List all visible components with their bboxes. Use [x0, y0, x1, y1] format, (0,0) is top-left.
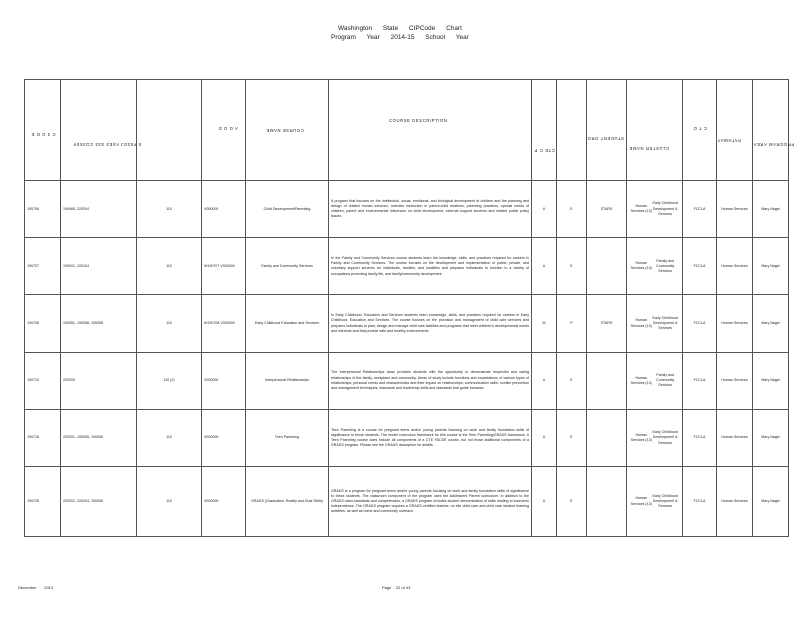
header-pathway: PATHWAY — [717, 80, 753, 181]
level-cell — [202, 181, 246, 238]
codes-cell: 190001, 220104 — [63, 263, 89, 268]
level-cell: W190707 V000000 — [204, 263, 235, 268]
table-row — [25, 352, 789, 409]
course-name-cell — [246, 295, 329, 352]
pathway-cell: Family and Community Services — [656, 258, 675, 273]
footer-year: 2013 — [44, 585, 54, 590]
specialist-cell: Mary Nagel — [761, 378, 780, 383]
program-area-cell — [717, 295, 753, 352]
cip-cell — [25, 295, 61, 352]
cip-cell: 190710 — [27, 378, 39, 383]
level-cell: V000000 — [204, 498, 219, 503]
cip-cell — [25, 181, 61, 238]
cte-cell — [532, 238, 557, 295]
specialist-cell — [753, 238, 789, 295]
description-cell: In Early Childhood, Education and Services students learn knowledge, skills, and practices required for careers in Early Childhood, Education and Services. The course focuses on the provision and management of child care services and prepares individuals to plan, design and manage child care facilities and programs that meet children's developmental needs and interests and that provide safe and healthy environments. — [331, 313, 529, 333]
cluster-pathway-cell — [627, 409, 683, 466]
level-cell: V000000 — [204, 435, 219, 440]
footer-page — [382, 585, 410, 590]
pathway-cell: Early Childhood Development & Services — [652, 315, 678, 331]
ct-cell: E — [570, 435, 573, 440]
course-name-cell: Early Childhood Education and Services — [254, 320, 320, 325]
cte-cell: U — [542, 498, 546, 503]
table-row — [25, 295, 789, 352]
cte-cell: U — [542, 206, 546, 211]
header-course-name: COURSE NAME — [246, 80, 329, 181]
cto-cell — [683, 238, 717, 295]
cip-cell: 190706 — [27, 206, 39, 211]
footer-page-label: Page — [382, 585, 392, 590]
program-area-cell: Human Services — [721, 206, 748, 211]
program-area-cell — [717, 352, 753, 409]
program-area-cell — [717, 409, 753, 466]
student-org-cell — [587, 467, 627, 537]
codes-cell: 190051, 190058, 190058 — [63, 320, 103, 325]
cip-cell — [25, 352, 61, 409]
cip-cell: 190726 — [27, 498, 39, 503]
specialist-cell — [753, 181, 789, 238]
student-org-cell — [587, 352, 627, 409]
cip-cell — [25, 467, 61, 537]
ct-cell — [557, 467, 587, 537]
ct-cell — [557, 295, 587, 352]
cto-cell: FCCLA — [693, 435, 706, 440]
codes-cell — [61, 238, 137, 295]
ct-cell — [557, 409, 587, 466]
program-area-cell: Human Services — [721, 263, 748, 268]
program-area-cell — [717, 181, 753, 238]
cto-cell — [683, 409, 717, 466]
footer-month: December — [18, 585, 37, 590]
hours-cell: 110 — [166, 435, 172, 440]
course-name-cell — [246, 467, 329, 537]
footer-date — [18, 585, 53, 590]
cto-cell — [683, 181, 717, 238]
hours-cell — [137, 238, 202, 295]
header-cluster-name: CLUSTER NAME — [627, 80, 683, 181]
pathway-cell: Early Childhood Development & Services — [652, 201, 678, 216]
level-cell — [202, 409, 246, 466]
header-program: PROGRAM AREA — [753, 80, 789, 181]
ct-cell: E — [570, 378, 573, 383]
footer-page-total: 43 — [405, 585, 411, 590]
cte-cell — [532, 352, 557, 409]
description-cell — [329, 467, 532, 537]
cip-cell: 190716 — [27, 435, 39, 440]
chart-title — [0, 24, 800, 42]
header-cto: C T O — [683, 80, 717, 181]
cte-cell: M — [542, 320, 546, 325]
pathway-cell: Family and Community Services — [656, 373, 675, 388]
pathway-cell: Early Childhood Development & Services — [652, 493, 678, 509]
specialist-cell — [753, 352, 789, 409]
table-row — [25, 467, 789, 537]
description-cell: In the Family and Community Services course students learn the knowledge, skills, and practices required for careers in Family and Community Services. The course focuses on the development and implementation of public, private, and voluntary support services for individuals, families, and localities and prepares individuals to function in a variety of occupations promoting family life, and family/community development. — [331, 255, 529, 276]
specialist-cell: Mary Nagel — [761, 435, 780, 440]
cto-cell — [683, 467, 717, 537]
header-row — [25, 80, 789, 181]
description-cell — [329, 181, 532, 238]
ct-cell — [557, 352, 587, 409]
specialist-cell: Mary Nagel — [761, 263, 780, 268]
level-cell — [202, 352, 246, 409]
header-ct — [557, 80, 587, 181]
specialist-cell: Mary Nagel — [761, 320, 780, 325]
cto-cell: FCCLA — [693, 378, 706, 383]
cte-cell — [532, 467, 557, 537]
cipcode-table — [24, 79, 795, 537]
course-name-cell — [246, 181, 329, 238]
course-name-cell — [246, 352, 329, 409]
level-cell: W190708 V000000 — [204, 320, 235, 325]
hours-cell — [137, 352, 202, 409]
student-org-cell: STARS — [600, 320, 613, 325]
description-cell: Teen Parenting is a course for pregnant teens and/or young parents focusing on work and family foundation skills of significance to these students. The model curriculum framework for this course is the Teen Parenting/GRADS framework. A Teen Parenting course does include all components of a CTE FACSE course, but not those additional components of a GRADS program. Please see the GRADS description for details. — [331, 427, 529, 448]
header-cte: CTE C P — [532, 80, 557, 181]
cte-cell — [532, 181, 557, 238]
footer-page-of: of — [401, 585, 405, 590]
hours-cell — [137, 295, 202, 352]
ct-cell: E — [570, 498, 573, 503]
ct-cell: P — [570, 320, 573, 325]
student-org-cell — [587, 181, 627, 238]
table-row — [25, 238, 789, 295]
cluster-cell: Human Services (13) — [630, 496, 652, 506]
ct-cell: E — [570, 206, 573, 211]
cto-cell: FCCLA — [693, 320, 706, 325]
cluster-pathway-cell — [627, 352, 683, 409]
cip-cell: 190708 — [27, 320, 39, 325]
program-area-cell: Human Services — [721, 320, 748, 325]
codes-cell — [61, 467, 137, 537]
description-cell — [329, 295, 532, 352]
codes-cell — [61, 352, 137, 409]
program-area-cell — [717, 467, 753, 537]
level-cell: V000000 — [204, 206, 219, 211]
table-row — [25, 409, 789, 466]
course-name-cell: Child Development/Parenting — [263, 206, 311, 211]
codes-cell: 220201, 190055, 190055 — [63, 435, 103, 440]
level-cell — [202, 238, 246, 295]
cte-cell: U — [542, 378, 546, 383]
cto-cell — [683, 295, 717, 352]
course-name-cell: Interpersonal Relationships — [265, 378, 309, 383]
ct-cell: E — [570, 263, 573, 268]
student-org-cell: STARS — [600, 206, 613, 211]
codes-cell — [61, 409, 137, 466]
program-area-cell — [717, 238, 753, 295]
title-line-1: Washington State CIPCode Chart — [338, 25, 462, 32]
cip-cell — [25, 238, 61, 295]
pathway-cell: Early Childhood Development & Services — [652, 430, 678, 445]
course-name-cell: GRADS (Graduation, Reality and Dual Skills) — [251, 498, 323, 503]
specialist-cell — [753, 409, 789, 466]
hours-cell — [137, 409, 202, 466]
cluster-cell: Human Services (13) — [630, 375, 652, 385]
specialist-cell: Mary Nagel — [761, 498, 780, 503]
hours-cell — [137, 181, 202, 238]
specialist-cell — [753, 295, 789, 352]
course-name-cell: Family and Community Services — [261, 263, 313, 268]
cluster-pathway-cell — [627, 238, 683, 295]
description-cell — [329, 409, 532, 466]
codes-cell: 220209 — [63, 378, 75, 383]
cte-cell: U — [542, 435, 546, 440]
header-level: A G O D — [202, 80, 246, 181]
cluster-cell: Human Services (13) — [630, 203, 652, 214]
program-area-cell: Human Services — [721, 378, 748, 383]
program-area-cell: Human Services — [721, 435, 748, 440]
course-name-cell: Teen Parenting — [274, 435, 300, 440]
student-org-cell — [587, 295, 627, 352]
level-cell — [202, 295, 246, 352]
cip-cell: 190707 — [27, 263, 39, 268]
codes-cell — [61, 295, 137, 352]
hours-cell — [137, 467, 202, 537]
hours-cell: 110 — [166, 498, 172, 503]
codes-cell — [61, 181, 137, 238]
cluster-pathway-cell — [627, 467, 683, 537]
table-row — [25, 181, 789, 238]
cte-cell: U — [542, 263, 546, 268]
cluster-cell: Human Services (13) — [630, 432, 652, 443]
cto-cell: FCCLA — [693, 206, 706, 211]
cluster-pathway-cell — [627, 181, 683, 238]
level-cell: V000000 — [204, 378, 219, 383]
title-line-2: Program Year 2014-15 School Year — [331, 34, 469, 41]
cto-cell — [683, 352, 717, 409]
cluster-cell: Human Services (13) — [630, 318, 652, 328]
program-area-cell: Human Services — [721, 498, 748, 503]
hours-cell: 110 — [166, 320, 172, 325]
description-cell: A program that focuses on the intellectual, social, emotional, and biological development of children and the planning and design of related human services. Includes instruction in parent-child relations, parenting practices, special needs of children, parent and environmental influences on child development, external support services and related public policy issues. — [331, 198, 529, 219]
header-course-description: COURSE DESCRIPTION — [329, 80, 532, 181]
header-student-org: STUDENT ORG — [587, 80, 627, 181]
cluster-cell: Human Services (13) — [630, 261, 652, 271]
description-cell: The Interpersonal Relationships class provides students with the opportunity to demonstrate respectful and caring relationships in the family, workplace and community. Areas of study include functions and expectations of various types of relationships; personal needs and characteristics and their impact on relationships; communication skills; conflict prevention and management techniques; teamwork and leadership skills and standards that guide behavior. — [331, 370, 529, 391]
hours-cell: 110 — [166, 206, 172, 211]
ct-cell — [557, 181, 587, 238]
course-name-cell — [246, 238, 329, 295]
header-course-codes: S #S3OJ ASE3 S33 CO3SE# — [61, 80, 137, 181]
cte-cell — [532, 295, 557, 352]
description-cell: GRADS is a program for pregnant teens and/or young parents focusing on work and family foundation skills of significance to these students. The classroom component of the program uses the Adolescent Parent curriculum. In addition to the GRADS class standards and competencies, a GRADS program includes student demonstration of skills leading to economic independence. The GRADS program requires a GRADS certified teacher, on site child care and child care student learning activities, as well as home and community outreach. — [331, 488, 529, 514]
codes-cell: 220201, 220204, 190055 — [63, 498, 103, 503]
cto-cell: FCCLA — [693, 498, 706, 503]
cte-cell — [532, 409, 557, 466]
description-cell — [329, 352, 532, 409]
specialist-cell: Mary Nagel — [761, 206, 780, 211]
ct-cell — [557, 238, 587, 295]
hours-cell: 110 — [166, 263, 172, 268]
cluster-pathway-cell — [627, 295, 683, 352]
cip-cell — [25, 409, 61, 466]
level-cell — [202, 467, 246, 537]
header-cip: C 3 O D E — [25, 80, 61, 181]
cto-cell: FCCLA — [693, 263, 706, 268]
hours-cell: 110 (2) — [163, 378, 175, 383]
description-cell — [329, 238, 532, 295]
student-org-cell — [587, 238, 627, 295]
codes-cell: 190965, 220204 — [63, 206, 89, 211]
student-org-cell — [587, 409, 627, 466]
course-name-cell — [246, 409, 329, 466]
footer-page-num: 22 — [395, 585, 401, 590]
header-hours — [137, 80, 202, 181]
table-body — [25, 181, 789, 537]
specialist-cell — [753, 467, 789, 537]
